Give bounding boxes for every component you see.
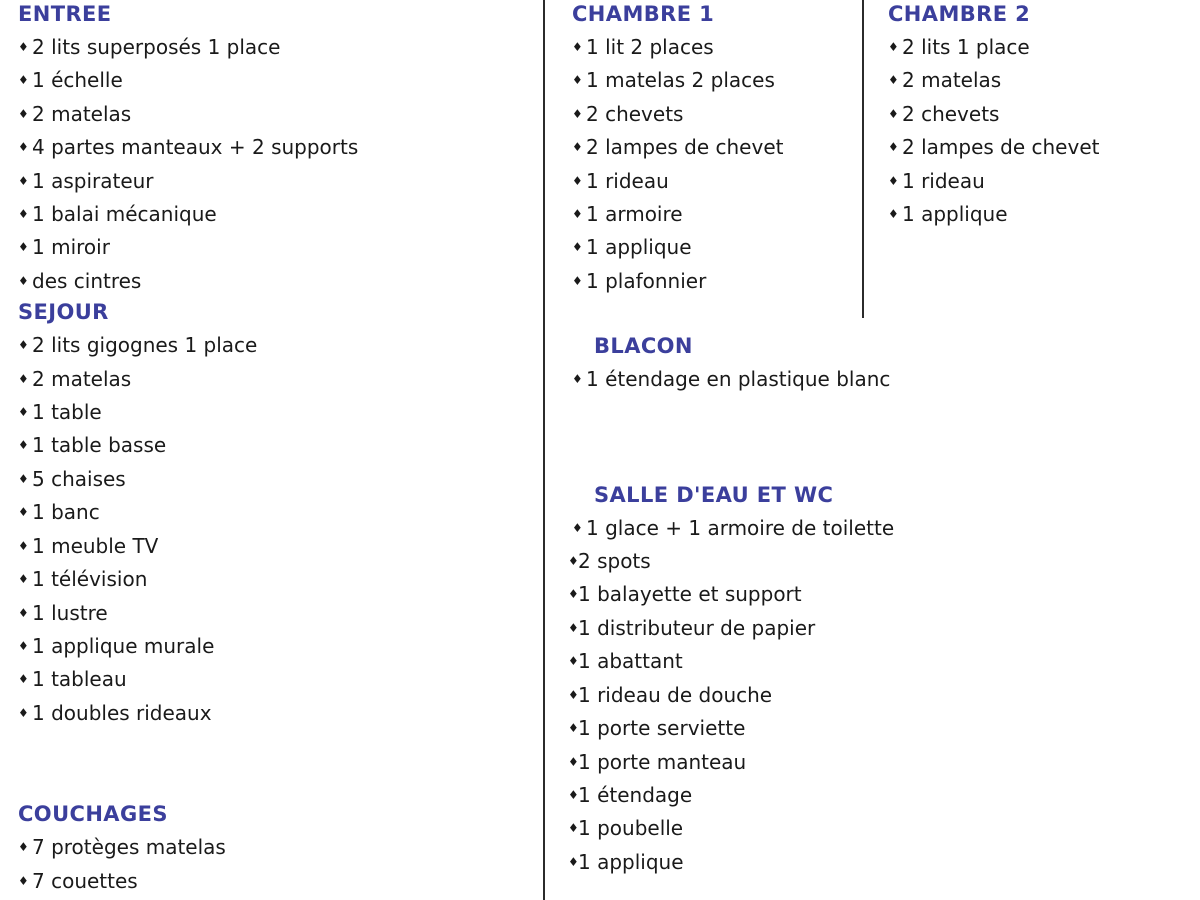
list-item-label: 1 plafonnier [586, 268, 707, 293]
list-item-label: 2 chevets [902, 101, 1000, 126]
list-item [18, 697, 528, 730]
bullet-icon: ♦ [18, 173, 29, 188]
column-middle [568, 0, 895, 879]
list-item [18, 31, 528, 64]
bullet-icon: ♦ [18, 40, 29, 54]
list-item [18, 463, 528, 496]
list-item [18, 396, 528, 429]
bullet-icon: ♦ [18, 873, 29, 888]
spacer [572, 298, 857, 332]
bullet-icon: ♦ [572, 40, 583, 54]
bullet-icon: ♦ [572, 240, 583, 255]
list-item [18, 231, 528, 264]
list-item-label: 1 meuble TV [32, 533, 159, 558]
list-item-label: 2 lits superposés 1 place [32, 35, 281, 59]
bullet-icon: ♦ [572, 520, 583, 535]
bullet-icon: ♦ [888, 173, 899, 188]
list-item-label: 1 porte serviette [578, 716, 746, 741]
list-item [572, 363, 891, 396]
section-title-sejour: SEJOUR [18, 300, 109, 325]
list-item [888, 31, 1188, 64]
list-item-label: 2 matelas [32, 101, 132, 126]
bullet-icon: ♦ [572, 273, 583, 288]
bullet-icon: ♦ [888, 40, 899, 54]
list-item-label: 1 applique [586, 235, 692, 260]
spacer [18, 730, 528, 800]
list-item-label: 1 lustre [32, 600, 108, 625]
list-item [18, 429, 528, 462]
list-item-label: 1 échelle [32, 68, 123, 93]
list-item-label: 1 glace + 1 armoire de toilette [586, 515, 895, 540]
section-items-chambre-2 [888, 31, 1188, 231]
bullet-icon: ♦ [18, 572, 29, 587]
list-item-label: 1 applique [578, 849, 684, 874]
section-sejour [18, 298, 528, 730]
section-items-blacon [572, 363, 891, 396]
bullet-icon: ♦ [18, 106, 29, 121]
bullet-icon: ♦ [568, 787, 579, 802]
list-item [18, 563, 528, 596]
bullet-icon: ♦ [568, 754, 579, 769]
list-item [568, 578, 857, 611]
list-item [572, 198, 857, 231]
bullet-icon: ♦ [18, 140, 29, 155]
section-title-chambre-2: CHAMBRE 2 [888, 2, 1031, 26]
list-item [568, 679, 857, 712]
list-item [18, 198, 528, 231]
list-item-label: 2 lampes de chevet [586, 135, 784, 160]
spacer [572, 397, 857, 467]
list-item-label: 1 banc [32, 500, 100, 525]
list-item-label: 1 rideau [902, 168, 985, 193]
section-title-couchages: COUCHAGES [18, 802, 168, 827]
list-item-label: 1 télévision [32, 567, 148, 592]
section-title-entree: ENTREE [18, 2, 112, 26]
bullet-icon: ♦ [568, 587, 579, 602]
bullet-icon: ♦ [18, 207, 29, 222]
bullet-icon: ♦ [18, 471, 29, 486]
list-item [572, 64, 857, 97]
list-item-label: 1 rideau de douche [578, 682, 773, 707]
list-item-label: 7 couettes [32, 868, 138, 893]
list-item [572, 512, 895, 545]
list-item [18, 131, 528, 164]
bullet-icon: ♦ [888, 140, 899, 155]
section-chambre-2 [888, 0, 1188, 231]
list-item-label: 2 lits 1 place [902, 35, 1030, 59]
bullet-icon: ♦ [18, 338, 29, 353]
bullet-icon: ♦ [18, 705, 29, 720]
bullet-icon: ♦ [568, 620, 579, 635]
column-divider-1 [543, 0, 545, 900]
list-item [18, 363, 528, 396]
list-item [18, 98, 528, 131]
bullet-icon: ♦ [572, 173, 583, 188]
list-item [572, 265, 857, 298]
bullet-icon: ♦ [18, 371, 29, 386]
list-item-label: 1 aspirateur [32, 168, 154, 193]
list-item-label: 1 table [32, 400, 102, 425]
list-item-label: 2 lits gigognes 1 place [32, 333, 258, 358]
list-item-label: 1 porte manteau [578, 749, 747, 774]
column-divider-2 [862, 0, 864, 318]
column-right [888, 0, 1188, 231]
list-item [18, 496, 528, 529]
list-item [18, 630, 528, 663]
list-item-label: 1 abattant [578, 649, 683, 674]
list-item-label: 1 applique murale [32, 633, 215, 658]
bullet-icon: ♦ [572, 372, 583, 387]
bullet-icon: ♦ [18, 672, 29, 687]
bullet-icon: ♦ [568, 554, 579, 569]
section-items-chambre-1 [572, 31, 857, 298]
list-item-label: 1 étendage [578, 782, 693, 807]
bullet-icon: ♦ [568, 854, 579, 869]
bullet-icon: ♦ [18, 405, 29, 420]
list-item [568, 645, 857, 678]
column-left [18, 0, 528, 898]
section-couchages [18, 800, 528, 898]
list-item-label: 2 chevets [586, 101, 684, 126]
bullet-icon: ♦ [18, 505, 29, 520]
list-item [18, 663, 528, 696]
list-item [18, 597, 528, 630]
list-item [18, 865, 528, 898]
list-item-label: 1 tableau [32, 667, 127, 692]
list-item [18, 265, 528, 298]
list-item [568, 545, 857, 578]
list-item [568, 812, 857, 845]
section-items-entree [18, 31, 528, 298]
bullet-icon: ♦ [572, 140, 583, 155]
list-item [568, 712, 857, 745]
list-item-label: 1 balayette et support [578, 582, 802, 607]
section-title-chambre-1: CHAMBRE 1 [572, 2, 715, 26]
list-item [572, 231, 857, 264]
list-item [18, 64, 528, 97]
section-blacon [572, 332, 891, 396]
list-item-label: des cintres [32, 268, 142, 293]
list-item-label: 1 armoire [586, 202, 683, 227]
bullet-icon: ♦ [18, 73, 29, 88]
bullet-icon: ♦ [888, 207, 899, 222]
bullet-icon: ♦ [572, 207, 583, 222]
bullet-icon: ♦ [568, 654, 579, 669]
bullet-icon: ♦ [568, 687, 579, 702]
bullet-icon: ♦ [572, 106, 583, 121]
list-item-label: 4 partes manteaux + 2 supports [32, 135, 359, 160]
section-entree [18, 0, 528, 298]
list-item [568, 746, 857, 779]
list-item [18, 329, 528, 362]
list-item [572, 98, 857, 131]
list-item-label: 1 distributeur de papier [578, 615, 816, 640]
list-item-label: 2 matelas [32, 366, 132, 391]
bullet-icon: ♦ [18, 840, 29, 855]
section-items-sejour [18, 329, 528, 730]
list-item [572, 31, 857, 64]
list-item-label: 2 lampes de chevet [902, 135, 1100, 160]
list-item [18, 530, 528, 563]
list-item [888, 98, 1188, 131]
list-item-label: 1 balai mécanique [32, 202, 217, 227]
list-item [888, 198, 1188, 231]
list-item [568, 846, 857, 879]
bullet-icon: ♦ [568, 721, 579, 736]
bullet-icon: ♦ [18, 240, 29, 255]
list-item [888, 165, 1188, 198]
list-item [18, 831, 528, 864]
spacer [572, 467, 857, 481]
list-item [18, 165, 528, 198]
section-items-couchages [18, 831, 528, 898]
bullet-icon: ♦ [568, 821, 579, 836]
section-items-salle-d-eau-et-wc [568, 512, 895, 879]
bullet-icon: ♦ [18, 438, 29, 453]
list-item-label: 1 étendage en plastique blanc [586, 367, 891, 392]
section-chambre-1 [572, 0, 857, 298]
list-item-label: 1 table basse [32, 433, 167, 458]
list-item-label: 1 applique [902, 202, 1008, 227]
list-item [572, 131, 857, 164]
list-item [568, 612, 857, 645]
list-item-label: 1 poubelle [578, 816, 684, 841]
list-item-label: 5 chaises [32, 466, 126, 491]
list-item-label: 7 protèges matelas [32, 835, 226, 860]
section-salle-d-eau-et-wc [568, 481, 895, 879]
list-item [568, 779, 857, 812]
bullet-icon: ♦ [18, 538, 29, 553]
list-item [572, 165, 857, 198]
list-item-label: 1 doubles rideaux [32, 700, 212, 725]
section-title-salle-d-eau-et-wc: SALLE D'EAU ET WC [594, 482, 834, 507]
list-item-label: 1 matelas 2 places [586, 68, 775, 93]
list-item-label: 1 miroir [32, 235, 110, 260]
bullet-icon: ♦ [888, 73, 899, 88]
list-item-label: 2 matelas [902, 68, 1002, 93]
bullet-icon: ♦ [18, 638, 29, 653]
list-item-label: 1 rideau [586, 168, 669, 193]
bullet-icon: ♦ [18, 605, 29, 620]
list-item-label: 2 spots [578, 549, 651, 574]
list-item [888, 64, 1188, 97]
section-title-blacon: BLACON [594, 334, 693, 359]
bullet-icon: ♦ [18, 273, 29, 288]
list-item-label: 1 lit 2 places [586, 35, 714, 59]
bullet-icon: ♦ [888, 106, 899, 121]
bullet-icon: ♦ [572, 73, 583, 88]
list-item [888, 131, 1188, 164]
